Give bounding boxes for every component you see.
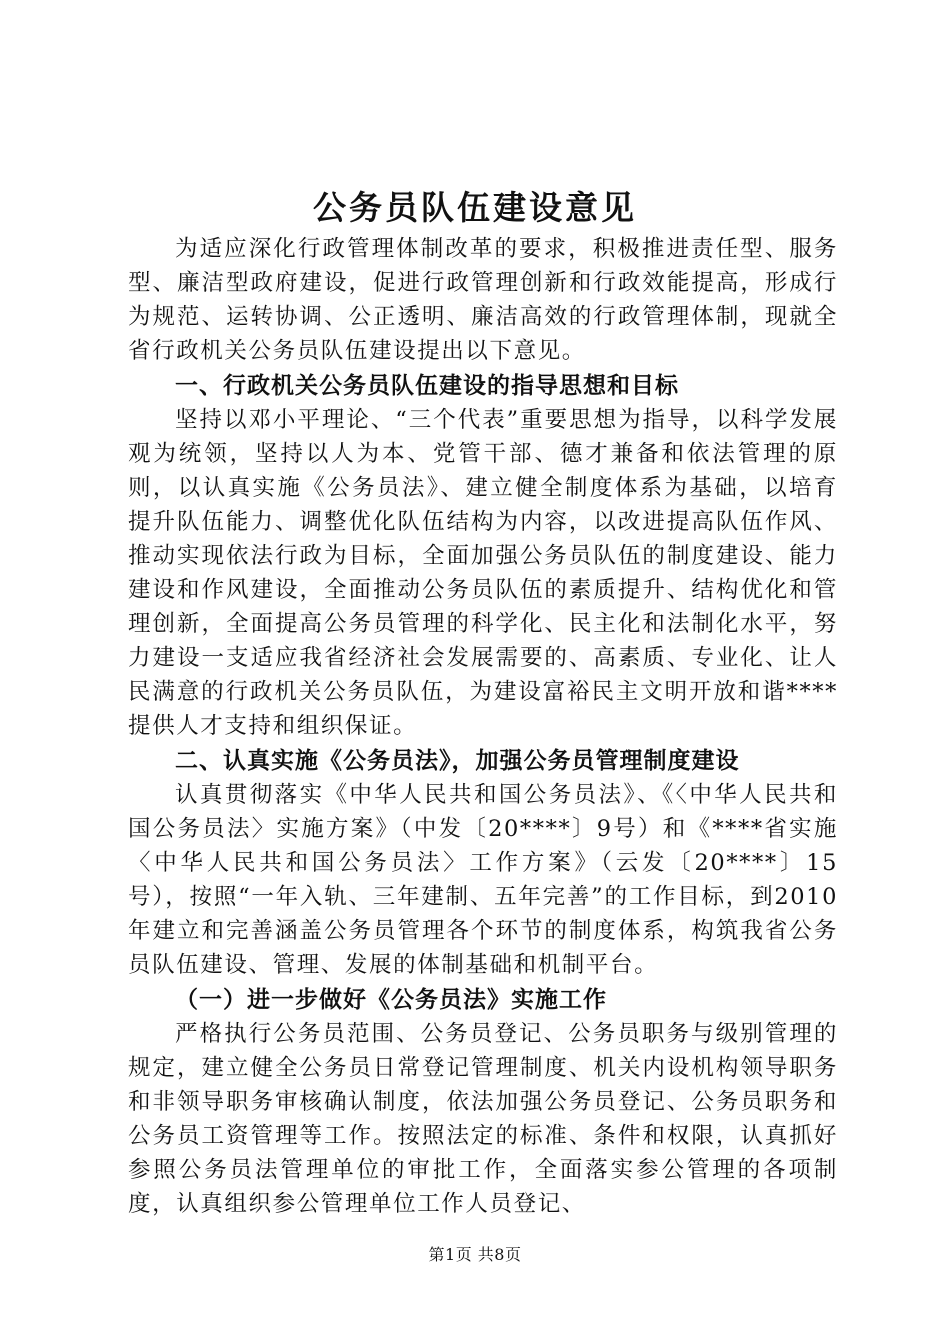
section-1-paragraph: 坚持以邓小平理论、“三个代表”重要思想为指导，以科学发展观为统领，坚持以人为本、党管干部、德才兼备和依法管理的原则，以认真实施《公务员法》、建立健全制度体系为基础，以培育提升队伍能力、调整优化队伍结构为内容，以改进提高队伍作风、推动实现依法行政为目标，全面加强公务员队伍的制度建设、能力建设和作风建设，全面推动公务员队伍的素质提升、结构优化和管理创新，全面提高公务员管理的科学化、民主化和法制化水平，努力建设一支适应我省经济社会发展需要的、高素质、专业化、让人民满意的行政机关公务员队伍，为建设富裕民主文明开放和谐****提供人才支持和组织保证。	[128, 407, 838, 739]
section-2-heading: 二、认真实施《公务员法》，加强公务员管理制度建设	[175, 747, 740, 774]
subsection-1-paragraph: 严格执行公务员范围、公务员登记、公务员职务与级别管理的规定，建立健全公务员日常登记管理制度、机关内设机构领导职务和非领导职务审核确认制度，依法加强公务员登记、公务员职务和公务员工资管理等工作。按照法定的标准、条件和权限，认真抓好参照公务员法管理单位的审批工作，全面落实参公管理的各项制度，认真组织参公管理单位工作人员登记、	[128, 1021, 838, 1217]
document-title: 公务员队伍建设意见	[313, 188, 637, 227]
document-body	[128, 232, 838, 1221]
section-2-paragraph: 认真贯彻落实《中华人民共和国公务员法》、《〈中华人民共和国公务员法〉实施方案》（中发〔20****〕9号）和《****省实施〈中华人民共和国公务员法〉工作方案》（云发〔20****〕15号），按照“一年入轨、三年建制、五年完善”的工作目标，到2010年建立和完善涵盖公务员管理各个环节的制度体系，构筑我省公务员队伍建设、管理、发展的体制基础和机制平台。	[128, 782, 838, 978]
page-number-footer: 第1页 共8页	[428, 1245, 522, 1264]
section-1-heading: 一、行政机关公务员队伍建设的指导思想和目标	[175, 372, 679, 399]
intro-paragraph: 为适应深化行政管理体制改革的要求，积极推进责任型、服务型、廉洁型政府建设，促进行政管理创新和行政效能提高，形成行为规范、运转协调、公正透明、廉洁高效的行政管理体制，现就全省行政机关公务员队伍建设提出以下意见。	[128, 236, 838, 364]
subsection-1-heading: （一）进一步做好《公务员法》实施工作	[175, 986, 607, 1013]
